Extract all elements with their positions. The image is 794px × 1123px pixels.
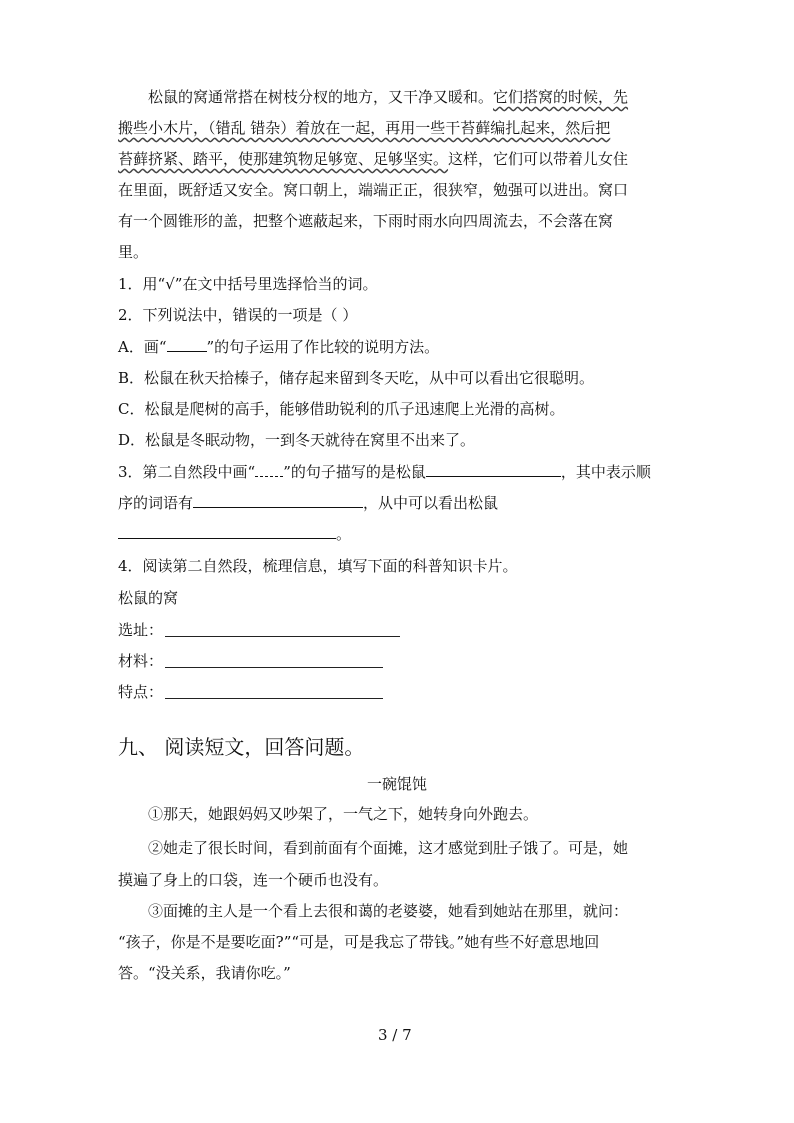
option-d: D．松鼠是冬眠动物，一到冬天就待在窝里不出来了。	[118, 431, 476, 449]
question-4: 4．阅读第二自然段，梳理信息，填写下面的科普知识卡片。	[118, 557, 518, 575]
passage-line-5: 有一个圆锥形的盖，把整个遮蔽起来，下雨时雨水向四周流去，不会落在窝	[118, 212, 614, 230]
underline-sample	[167, 337, 207, 352]
option-a: A．画“ ”的句子运用了作比较的说明方法。	[118, 338, 440, 356]
passage-text: 这样，它们可以带着儿女住	[448, 150, 629, 168]
question-3-line-1: 3．第二自然段中画“ ”的句子描写的是松鼠 ，其中表示顺	[118, 463, 651, 481]
page-number: 3 / 7	[378, 1026, 412, 1044]
section-heading: 九、 阅读短文，回答问题。	[118, 735, 365, 759]
wavy-underlined-sentence: 搬些小木片，（错乱 错杂）着放在一起，再用一些干苔藓编扎起来，然后把	[118, 119, 611, 137]
story-paragraph-2-line-1: ②她走了很长时间，看到前面有个面摊，这才感觉到肚子饿了。可是，她	[148, 839, 629, 857]
card-site-blank[interactable]	[165, 636, 400, 637]
answer-blank[interactable]	[193, 493, 363, 508]
passage-text: 松鼠的窝通常搭在树枝分杈的地方，又干净又暖和。	[148, 88, 494, 106]
card-feature-blank[interactable]	[165, 698, 383, 699]
card-feature-label: 特点：	[118, 683, 164, 701]
story-paragraph-3-line-1: ③面摊的主人是一个看上去很和蔼的老婆婆，她看到她站在那里，就问：	[148, 902, 629, 920]
question-2: 2．下列说法中，错误的一项是（ ）	[118, 306, 358, 324]
wavy-underlined-sentence: 苔藓挤紧、踏平，使那建筑物足够宽、足够坚实。	[118, 150, 449, 168]
story-paragraph-1: ①那天，她跟妈妈又吵架了，一气之下，她转身向外跑去。	[148, 805, 539, 823]
card-material-blank[interactable]	[165, 667, 383, 668]
passage-line-3	[118, 148, 628, 170]
card-site-label: 选址：	[118, 621, 164, 639]
passage-line-6: 里。	[118, 243, 149, 261]
story-paragraph-2-line-2: 摸遍了身上的口袋，连一个硬币也没有。	[118, 871, 389, 889]
card-title: 松鼠的窝	[118, 589, 179, 607]
story-title: 一碗馄饨	[367, 775, 428, 793]
option-b: B．松鼠在秋天拾榛子，储存起来留到冬天吃，从中可以看出它很聪明。	[118, 369, 595, 387]
answer-blank[interactable]	[118, 524, 336, 539]
card-material-label: 材料：	[118, 652, 164, 670]
question-3-line-2: 序的词语有 ，从中可以看出松鼠	[118, 494, 499, 512]
option-c: C．松鼠是爬树的高手，能够借助锐利的爪子迅速爬上光滑的高树。	[118, 400, 565, 418]
dashed-underline-sample	[255, 462, 283, 477]
question-3-line-3: 。	[118, 523, 351, 545]
passage-line-4: 在里面，既舒适又安全。窝口朝上，端端正正，很狭窄，勉强可以进出。窝口	[118, 181, 629, 199]
question-1: 1．用“√”在文中括号里选择恰当的词。	[118, 275, 378, 293]
answer-blank[interactable]	[426, 462, 561, 477]
story-paragraph-3-line-3: 答。“没关系，我请你吃。”	[118, 964, 291, 982]
passage-line-1	[148, 86, 628, 108]
passage-line-2	[118, 117, 610, 139]
story-paragraph-3-line-2: “孩子，你是不是要吃面?”“可是，可是我忘了带钱。”她有些不好意思地回	[118, 933, 600, 951]
wavy-underlined-sentence: 它们搭窝的时候，先	[493, 88, 629, 106]
